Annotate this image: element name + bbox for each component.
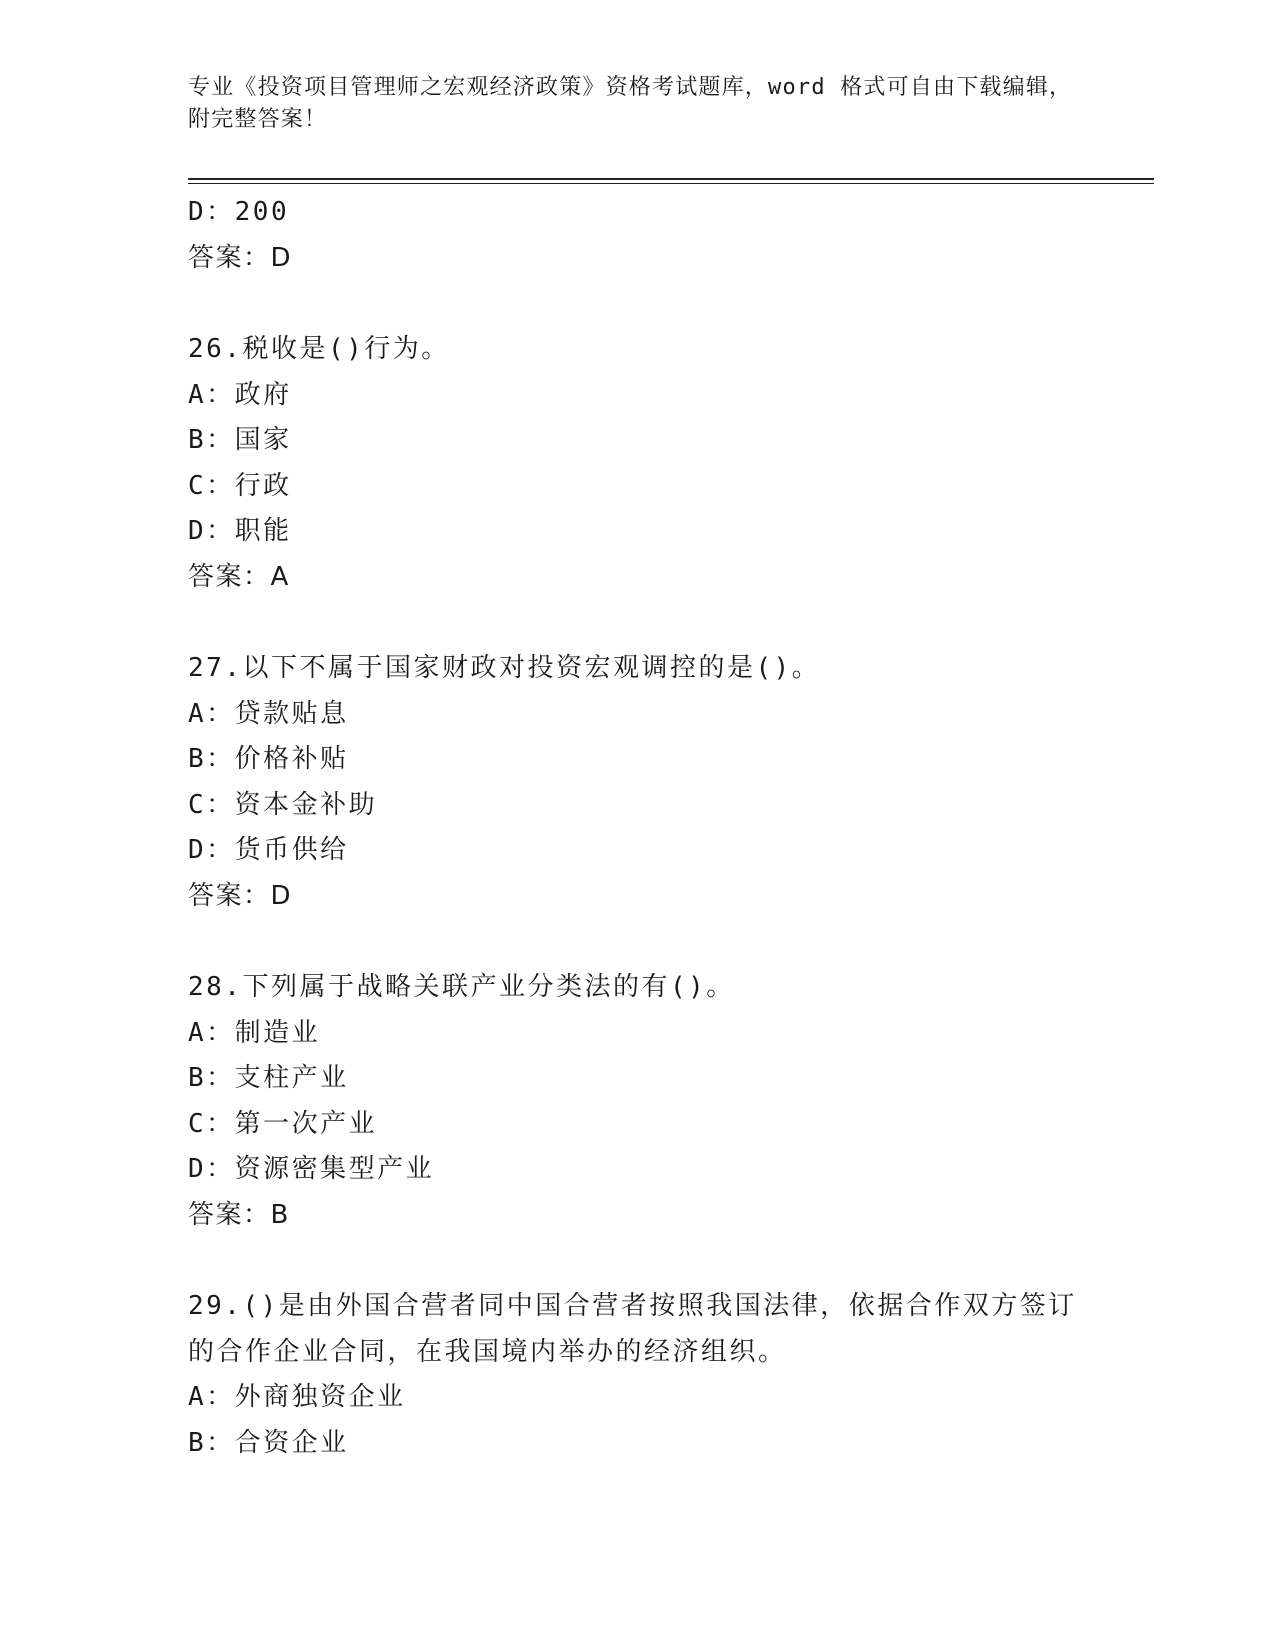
option-d: D：职能 — [188, 516, 292, 546]
header-rule — [188, 178, 1154, 180]
option-a: A：外商独资企业 — [188, 1382, 406, 1412]
answer-label: 答案： — [188, 880, 271, 911]
answer-value: D — [270, 880, 293, 911]
option-a: A：制造业 — [188, 1017, 321, 1048]
question-list — [188, 190, 1088, 1466]
question-block — [188, 646, 1088, 919]
answer-label: 答案： — [188, 1199, 271, 1230]
page-header: 专业《投资项目管理师之宏观经济政策》资格考试题库，word 格式可自由下载编辑，附完整答案！ — [188, 75, 1073, 132]
option-b: B：支柱产业 — [188, 1063, 349, 1093]
question-stem: 28.下列属于战略关联产业分类法的有()。 — [188, 972, 735, 1002]
question-block — [188, 965, 1088, 1238]
option-c: C：行政 — [188, 470, 292, 501]
option-b: B：国家 — [188, 425, 292, 455]
answer-line — [188, 236, 1088, 282]
option-c: C：第一次产业 — [188, 1108, 378, 1139]
option-b: B：合资企业 — [188, 1427, 349, 1458]
option-d: D：货币供给 — [188, 835, 349, 865]
question-stem: 26.税收是()行为。 — [188, 334, 450, 364]
option-a: A：政府 — [188, 379, 292, 410]
option-c: C：资本金补助 — [188, 789, 378, 820]
header-rule-thin — [188, 183, 1154, 184]
answer-line — [188, 555, 1088, 601]
question-block — [188, 1284, 1088, 1466]
question-stem: 27.以下不属于国家财政对投资宏观调控的是()。 — [188, 653, 821, 683]
option-b: B：价格补贴 — [188, 744, 349, 774]
option-d: D：200 — [188, 197, 290, 227]
answer-value: B — [270, 1199, 290, 1230]
answer-label: 答案： — [188, 561, 271, 592]
option-a: A：贷款贴息 — [188, 698, 349, 729]
question-stem: 29.()是由外国合营者同中国合营者按照我国法律，依据合作双方签订的合作企业合同，在我国境内举办的经济组织。 — [188, 1291, 1077, 1367]
question-block — [188, 327, 1088, 600]
answer-line — [188, 874, 1088, 920]
answer-value: D — [270, 242, 293, 273]
answer-line — [188, 1193, 1088, 1239]
answer-label: 答案： — [188, 242, 271, 273]
answer-value: A — [270, 561, 290, 592]
option-d: D：资源密集型产业 — [188, 1154, 435, 1184]
